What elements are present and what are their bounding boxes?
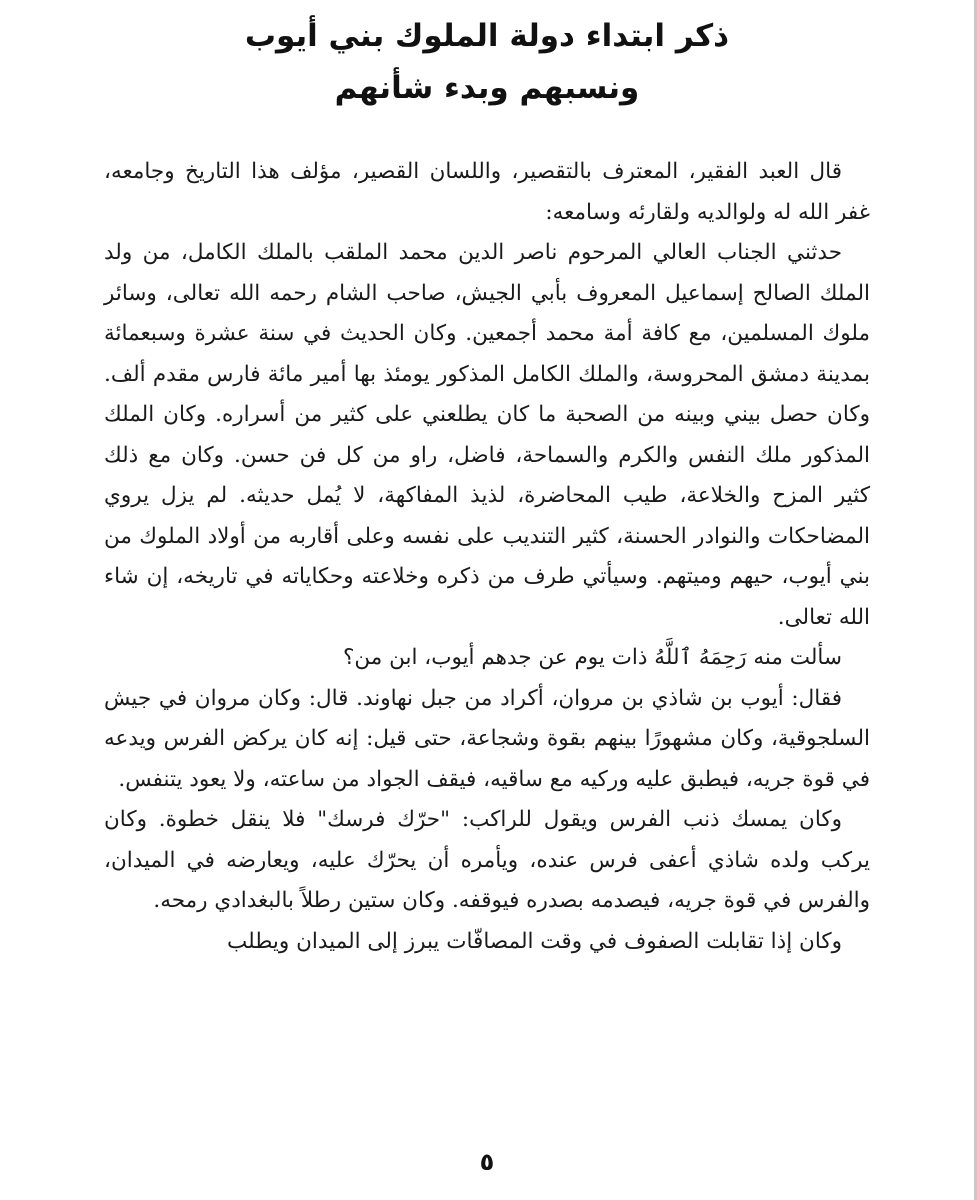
paragraph: وكان إذا تقابلت الصفوف في وقت المصافّات يبرز إلى الميدان ويطلب [227, 928, 842, 954]
paragraph: حدثني الجناب العالي المرحوم ناصر الدين محمد الملقب بالملك الكامل، من ولد الملك الصالح إسماعيل المعروف بأبي الجيش، صاحب الشام رحمه الله تعالى، وسائر ملوك المسلمين، مع كافة أمة محمد أجمعين. وكان الحديث في سنة عشرة وسبعمائة بمدينة دمشق المحروسة، والملك الكامل المذكور يومئذ بها أمير مائة فارس مقدم ألف. وكان حصل بيني وبينه من الصحبة ما كان يطلعني على كثير من أسراره. وكان الملك المذكور ملك النفس والكرم والسماحة، فاضل، راو من كل فن حسن. وكان مع ذلك كثير المزح والخلاعة، طيب المحاضرة، لذيذ المفاكهة، لا يُمل حديثه. لم يزل يروي المضاحكات والنوادر الحسنة، كثير التنديب على نفسه وعلى أقاربه من أولاد الملوك من بني أيوب، حيهم وميتهم. وسيأتي طرف من ذكره وخلاعته وحكاياته في تاريخه، إن شاء الله تعالى. [104, 240, 870, 630]
paragraph: سألت منه رَحِمَهُ ٱللَّهُ ذات يوم عن جدهم أيوب، ابن من؟ [343, 645, 842, 670]
body-text [104, 152, 870, 962]
page-number: ٥ [479, 1148, 495, 1176]
chapter-title-line-2: ونسبهم وبدء شأنهم [334, 70, 640, 106]
paragraph: فقال: أيوب بن شاذي بن مروان، أكراد من جبل نهاوند. قال: وكان مروان في جيش السلجوقية، وكان مشهورًا بينهم بقوة وشجاعة، حتى قيل: إنه كان يركض الفرس ويدعه في قوة جريه، فيطبق عليه وركيه مع ساقيه، فيقف الجواد من ساعته، ولا يعود يتنفس. [104, 685, 870, 792]
paragraph: قال العبد الفقير، المعترف بالتقصير، واللسان القصير، مؤلف هذا التاريخ وجامعه، غفر الله له ولوالديه ولقارئه وسامعه: [104, 159, 870, 225]
chapter-title-line-1: ذكر ابتداء دولة الملوك بني أيوب [244, 18, 730, 54]
chapter-title [0, 10, 974, 114]
paragraph: وكان يمسك ذنب الفرس ويقول للراكب: "حرّك فرسك" فلا ينقل خطوة. وكان يركب ولده شاذي أعفى فرس عنده، ويأمره أن يحرّك عليه، ويعارضه في الميدان، والفرس في قوة جريه، فيصدمه بصدره فيوقفه. وكان ستين رطلاً بالبغدادي رمحه. [104, 807, 870, 913]
